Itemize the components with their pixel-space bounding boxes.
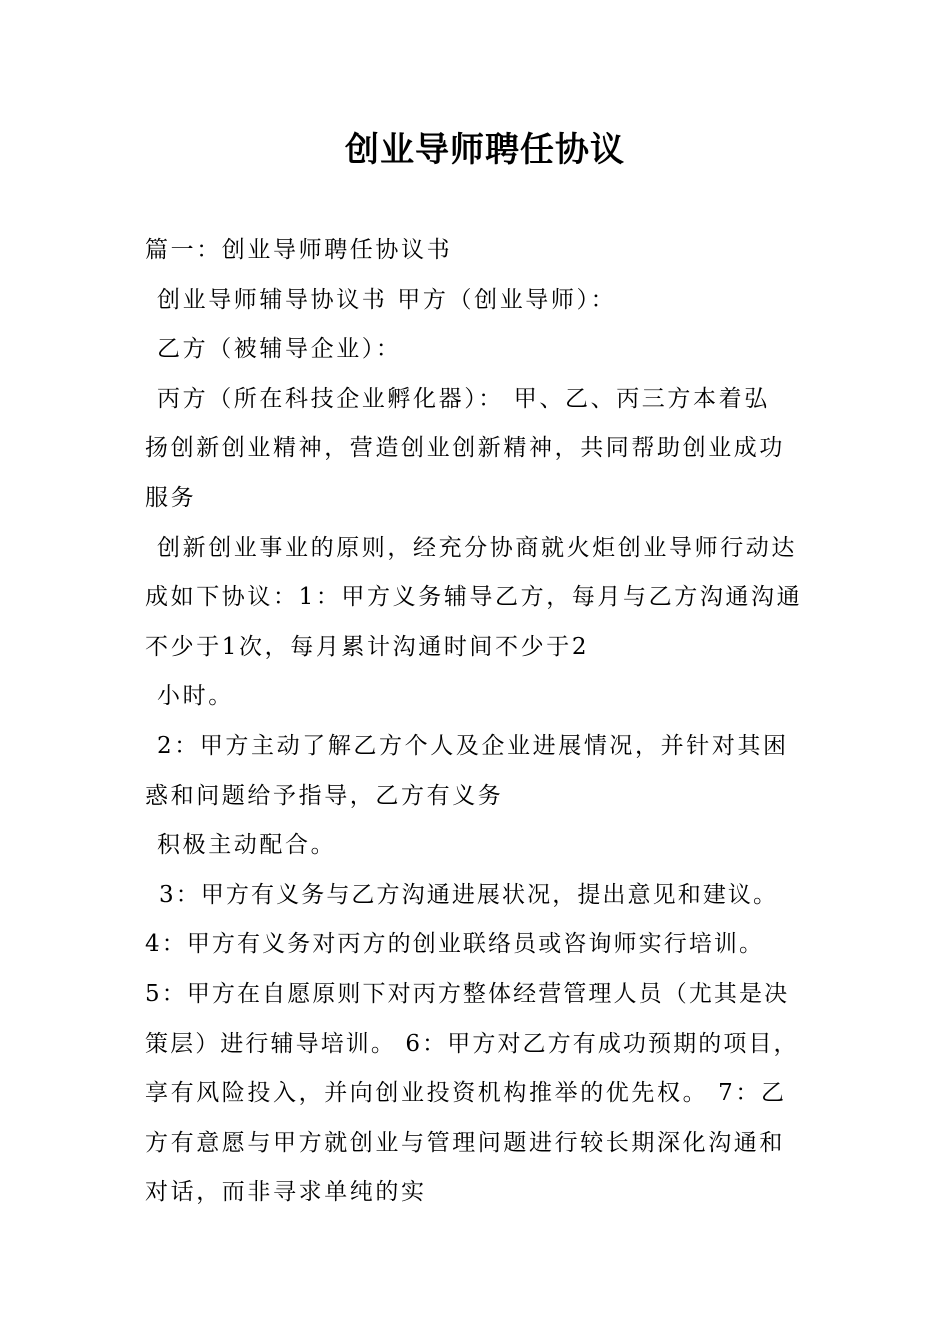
text-line: 创业导师辅导协议书 甲方（创业导师）： [157,286,617,313]
document-title: 创业导师聘任协议 [345,130,625,170]
text-line: 服务 [145,484,197,511]
text-line: 5：甲方在自愿原则下对丙方整体经营管理人员（尤其是决 [145,980,790,1007]
text-line: 积极主动配合。 [157,832,337,859]
text-line: 篇一：创业导师聘任协议书 [145,237,453,263]
text-line: 小时。 [157,683,234,710]
text-line: 扬创新创业精神，营造创业创新精神，共同帮助创业成功 [145,435,785,462]
text-line: 惑和问题给予指导，乙方有义务 [145,782,504,809]
text-line: 成如下协议：1：甲方义务辅导乙方，每月与乙方沟通沟通 [145,584,803,611]
text-line: 策层）进行辅导培训。 6：甲方对乙方有成功预期的项目， [145,1030,799,1057]
text-line: 对话，而非寻求单纯的实 [145,1179,427,1206]
text-line: 方有意愿与甲方就创业与管理问题进行较长期深化沟通和 [145,1129,785,1156]
text-line: 创新创业事业的原则，经充分协商就火炬创业导师行动达 [157,534,797,561]
text-line: 3：甲方有义务与乙方沟通进展状况，提出意见和建议。 [159,881,779,908]
text-line: 享有风险投入，并向创业投资机构推举的优先权。 7：乙 [145,1080,787,1107]
text-line: 4：甲方有义务对丙方的创业联络员或咨询师实行培训。 [145,931,765,958]
text-line: 2：甲方主动了解乙方个人及企业进展情况，并针对其困 [157,732,789,759]
document-body [145,226,825,1218]
text-line: 不少于1次，每月累计沟通时间不少于2 [145,633,590,660]
text-line: 丙方（所在科技企业孵化器）： 甲、乙、丙三方本着弘 [157,385,770,412]
text-line: 乙方（被辅导企业）： [157,336,402,363]
